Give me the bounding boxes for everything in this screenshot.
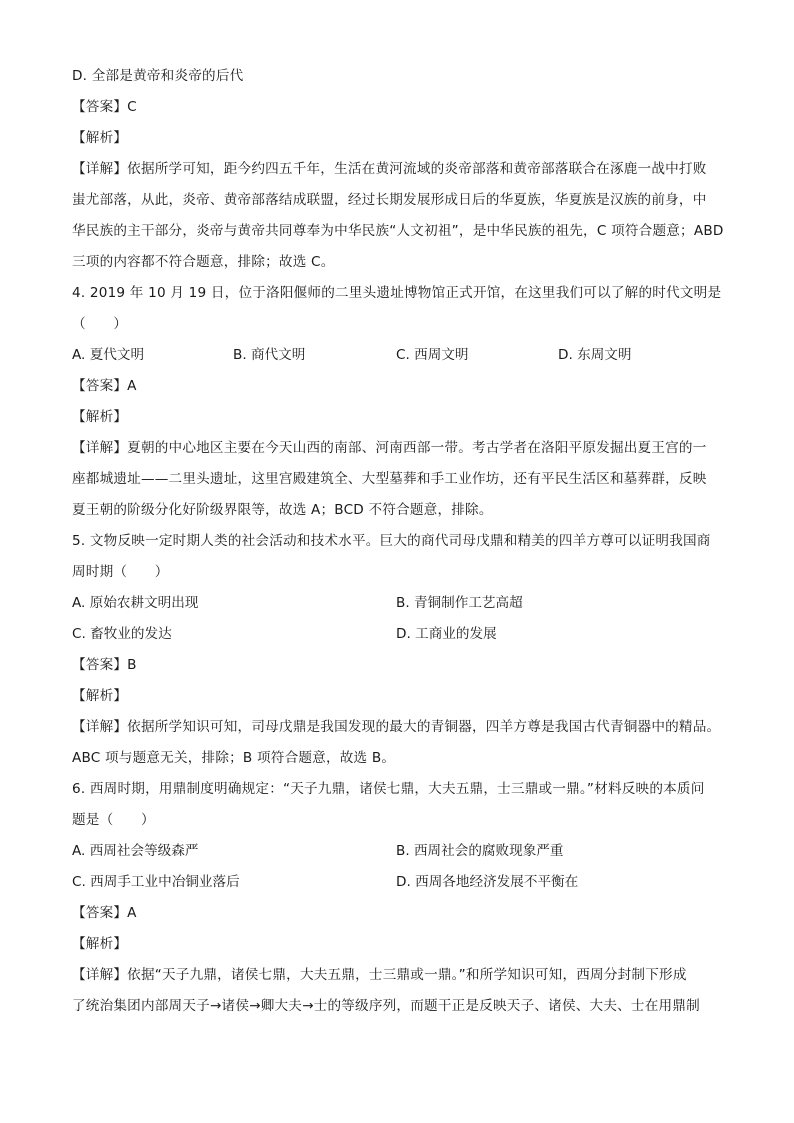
answer-option: D. 西周各地经济发展不平衡在 [396,874,579,890]
text-line: 【解析】 [72,688,128,704]
text-line: ABC 项与题意无关，排除；B 项符合题意，故选 B。 [72,750,396,766]
answer-option: A. 原始农耕文明出现 [72,595,199,611]
text-line: 题是（ ） [72,812,155,828]
text-line: 华民族的主干部分，炎帝与黄帝共同尊奉为中华民族“人文初祖”，是中华民族的祖先，C 项符合题意；ABD [72,223,724,239]
answer-option: D. 工商业的发展 [396,626,497,642]
text-line: 【答案】A [72,378,137,394]
text-line: 周时期（ ） [72,564,169,580]
text-line: 【解析】 [72,130,128,146]
text-line: 6. 西周时期，用鼎制度明确规定：“天子九鼎，诸侯七鼎，大夫五鼎，士三鼎或一鼎。”材料反映的本质问 [72,781,705,797]
answer-option: A. 夏代文明 [72,347,145,363]
text-line: 座都城遗址——二里头遗址，这里宫殿建筑全、大型墓葬和手工业作坊，还有平民生活区和墓葬群，反映 [72,471,707,487]
text-line: 夏王朝的阶级分化好阶级界限等，故选 A；BCD 不符合题意，排除。 [72,502,493,518]
text-line: 【答案】C [72,99,137,115]
text-line: 三项的内容都不符合题意，排除；故选 C。 [72,254,335,270]
text-line: 【答案】A [72,905,137,921]
text-line: 【详解】依据所学可知，距今约四五千年，生活在黄河流域的炎帝部落和黄帝部落联合在涿鹿一战中打败 [72,161,707,177]
text-line: 蚩尤部落，从此，炎帝、黄帝部落结成联盟，经过长期发展形成日后的华夏族，华夏族是汉族的前身，中 [72,192,707,208]
text-line: 了统治集团内部周天子→诸侯→卿大夫→士的等级序列，而题干正是反映天子、诸侯、大夫、士在用鼎制 [72,998,700,1014]
text-line: 【详解】依据“天子九鼎，诸侯七鼎，大夫五鼎，士三鼎或一鼎。”和所学知识可知，西周分封制下形成 [72,967,687,983]
answer-option: D. 东周文明 [558,347,632,363]
text-line: 【详解】依据所学知识可知，司母戊鼎是我国发现的最大的青铜器，四羊方尊是我国古代青铜器中的精品。 [72,719,721,735]
answer-option: B. 西周社会的腐败现象严重 [396,843,564,859]
answer-option: A. 西周社会等级森严 [72,843,199,859]
text-line: 5. 文物反映一定时期人类的社会活动和技术水平。巨大的商代司母戊鼎和精美的四羊方尊可以证明我国商 [72,533,711,549]
answer-option: C. 西周手工业中冶铜业落后 [72,874,240,890]
text-line: 4. 2019 年 10 月 19 日，位于洛阳偃师的二里头遗址博物馆正式开馆，在这里我们可以了解的时代文明是 [72,285,722,301]
answer-option: C. 西周文明 [396,347,469,363]
text-line: （ ） [72,316,128,332]
text-line: 【解析】 [72,936,128,952]
text-line: 【详解】夏朝的中心地区主要在今天山西的南部、河南西部一带。考古学者在洛阳平原发掘出夏王宫的一 [72,440,707,456]
answer-option: B. 青铜制作工艺高超 [396,595,523,611]
text-line: 【答案】B [72,657,137,673]
text-line: 【解析】 [72,409,128,425]
answer-option: B. 商代文明 [233,347,306,363]
text-line: D. 全部是黄帝和炎帝的后代 [72,68,244,84]
answer-option: C. 畜牧业的发达 [72,626,172,642]
